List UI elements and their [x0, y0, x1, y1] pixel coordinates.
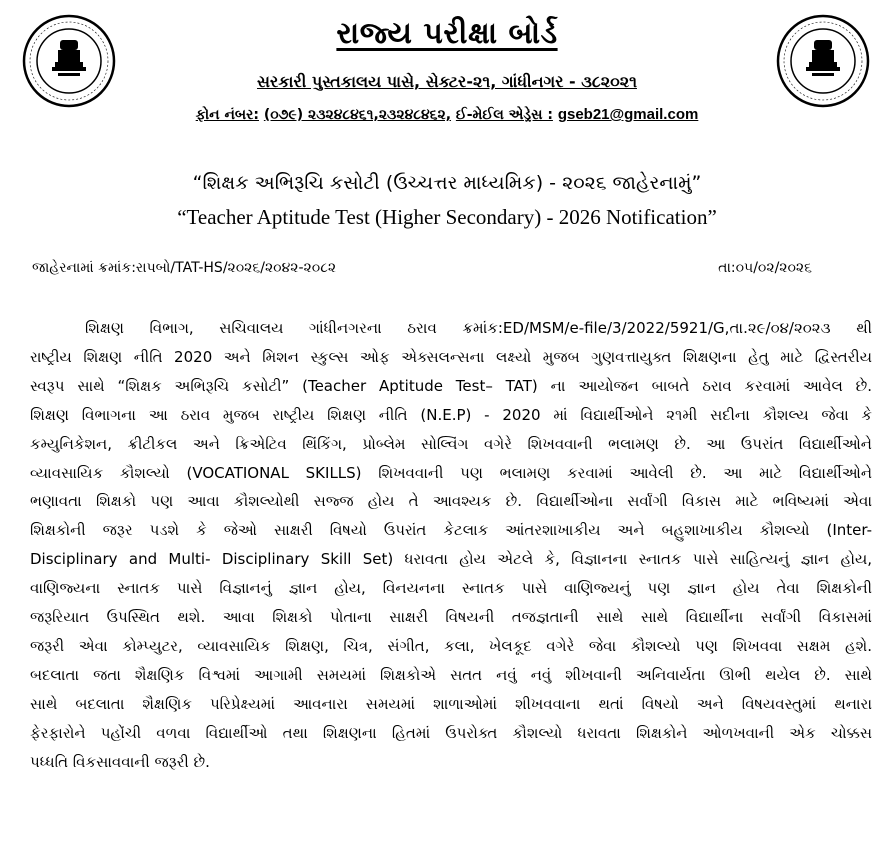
body-line: ભણાવતા શિક્ષકો પણ આવા કૌશલ્યોથી સજ્જ હોય તે આવશ્યક છે. વિદ્યાર્થીઓના સર્વાંગી વિકાસ માટે ભવિષ્યમાં એવા: [30, 492, 872, 511]
body-line: પધ્ધતિ વિકસાવવાની જરૂરી છે.: [30, 752, 210, 771]
body-line: જરૂરી એવા કોમ્પ્યુટર, વ્યાવસાયિક શિક્ષણ, ચિત્ર, સંગીત, કલા, ખેલકૂદ વગેરે જેવા કૌશલ્યો પણ શિખવવા સક્ષમ હશે.: [30, 636, 872, 655]
notice-body: [30, 314, 872, 777]
board-title-text: રાજ્ય પરીક્ષા બોર્ડ: [336, 16, 558, 51]
phone-numbers: (૦૭૯) ૨૩૨૪૮૪૬૧,૨૩૨૪૮૪૬૨,: [263, 107, 452, 123]
board-address: સરકારી પુસ્તકાલય પાસે, સેક્ટર-૨૧, ગાંધીનગર - ૩૮૨૦૨૧: [257, 72, 637, 91]
body-line: રાષ્ટ્રીય શિક્ષણ નીતિ 2020 અને મિશન સ્કુલ્સ ઓફ એક્સલન્સના લક્ષ્યો મુજબ ગુણવત્તાયુક્ત શિક્ષણના હેતુ માટે દ્વિસ્તરીય: [30, 347, 872, 366]
body-line: સ્વરૂપ સાથે “શિક્ષક અભિરૂચિ કસોટી” (Teacher Aptitude Test– TAT) ના આયોજન બાબતે ઠરાવ કરવામાં આવેલ છે.: [30, 376, 872, 395]
body-line: શિક્ષકોની જરૂર પડશે કે જેઓ સાક્ષરી વિષયો ઉપરાંત કેટલાક આંતરશાખાકીય અને બહુશાખાકીય કૌશલ્યો (Inter-: [30, 521, 872, 540]
email-label: ઈ-મેઈલ એડ્રેસ :: [455, 107, 553, 123]
board-title: [0, 16, 894, 51]
body-line: શિક્ષણ વિભાગ, સચિવાલય ગાંધીનગરના ઠરાવ ક્રમાંક:ED/MSM/e-file/3/2022/5921/G,તા.૨૯/૦૪/૨૦૨૩ થી: [85, 319, 872, 337]
body-line: ફેરફારોને પહોંચી વળવા વિદ્યાર્થીઓ તથા શિક્ષણના હિતમાં ઉપરોક્ત કૌશલ્યો ધરાવતા શિક્ષકોને ઓળખવાની એક ચોક્કસ: [30, 723, 872, 742]
notice-reference-number: જાહેરનામાં ક્રમાંક:રાપબો/TAT-HS/૨૦૨૬/૨૦૪૨-૨૦૮૨: [32, 260, 337, 276]
body-line: વાણિજ્યના સ્નાતક પાસે વિજ્ઞાનનું જ્ઞાન હોય, વિનયનના સ્નાતક પાસે વાણિજ્યનું પણ જ્ઞાન હોય તેવા શિક્ષકોની: [30, 579, 872, 598]
body-line: શિક્ષણ વિભાગના આ ઠરાવ મુજબ રાષ્ટ્રીય શિક્ષણ નીતિ (N.E.P) - 2020 માં વિદ્યાર્થીઓને ૨૧મી સદીના કૌશલ્ય જેવા કે: [30, 405, 872, 424]
body-line: જરૂરિયાત ઉપસ્થિત થશે. આવા શિક્ષકો પોતાના સાક્ષરી વિષયની તજજ્ઞતાની સાથે સાથે વિદ્યાર્થીના સર્વાંગી વિકાસમાં: [30, 608, 872, 627]
reference-line: [32, 260, 812, 276]
body-line: બદલાતા જતા શૈક્ષણિક વિશ્વમાં આગામી સમયમાં શિક્ષકોએ સતત નવું નવું શીખવાની અનિવાર્યતા ઊભી થયેલ છે. સાથે: [30, 665, 872, 684]
body-line: વ્યાવસાયિક કૌશલ્યો (VOCATIONAL SKILLS) શિખવવાની પણ ભલામણ કરવામાં આવેલી છે. આ માટે વિદ્યાર્થીઓને: [30, 463, 872, 482]
body-line: કમ્યુનિકેશન, ક્રીટીકલ અને ક્રિએટિવ થિંકિંગ, પ્રોબ્લેમ સોલ્વિંગ વગેરે શિખવવાની ભલામણ છે. આ ઉપરાંત વિદ્યાર્થીઓને: [30, 434, 872, 453]
contact-line: [0, 106, 894, 123]
body-line: સાથે બદલાતા શૈક્ષણિક પરિપ્રેક્ષ્યમાં આવનારા સમયમાં શાળાઓમાં શીખવવાના થતાં વિષયો અને વિષયવસ્તુમાં થનારા: [30, 694, 872, 713]
notice-title-english: “Teacher Aptitude Test (Higher Secondary) - 2026 Notification”: [177, 205, 717, 229]
email-link[interactable]: gseb21@gmail.com: [557, 106, 699, 123]
notice-date: તા:૦૫/૦૨/૨૦૨૬: [718, 260, 812, 276]
body-line: Disciplinary and Multi- Disciplinary Skill Set) ધરાવતા હોય એટલે કે, વિજ્ઞાનના સ્નાતક પાસે સાહિત્યનું જ્ઞાન હોય,: [30, 550, 872, 569]
phone-label: ફોન નંબર:: [195, 107, 259, 123]
notice-title-gujarati: “શિક્ષક અભિરૂચિ કસોટી (ઉચ્ચત્તર માધ્યમિક) - ૨૦૨૬ જાહેરનામું”: [192, 172, 702, 194]
